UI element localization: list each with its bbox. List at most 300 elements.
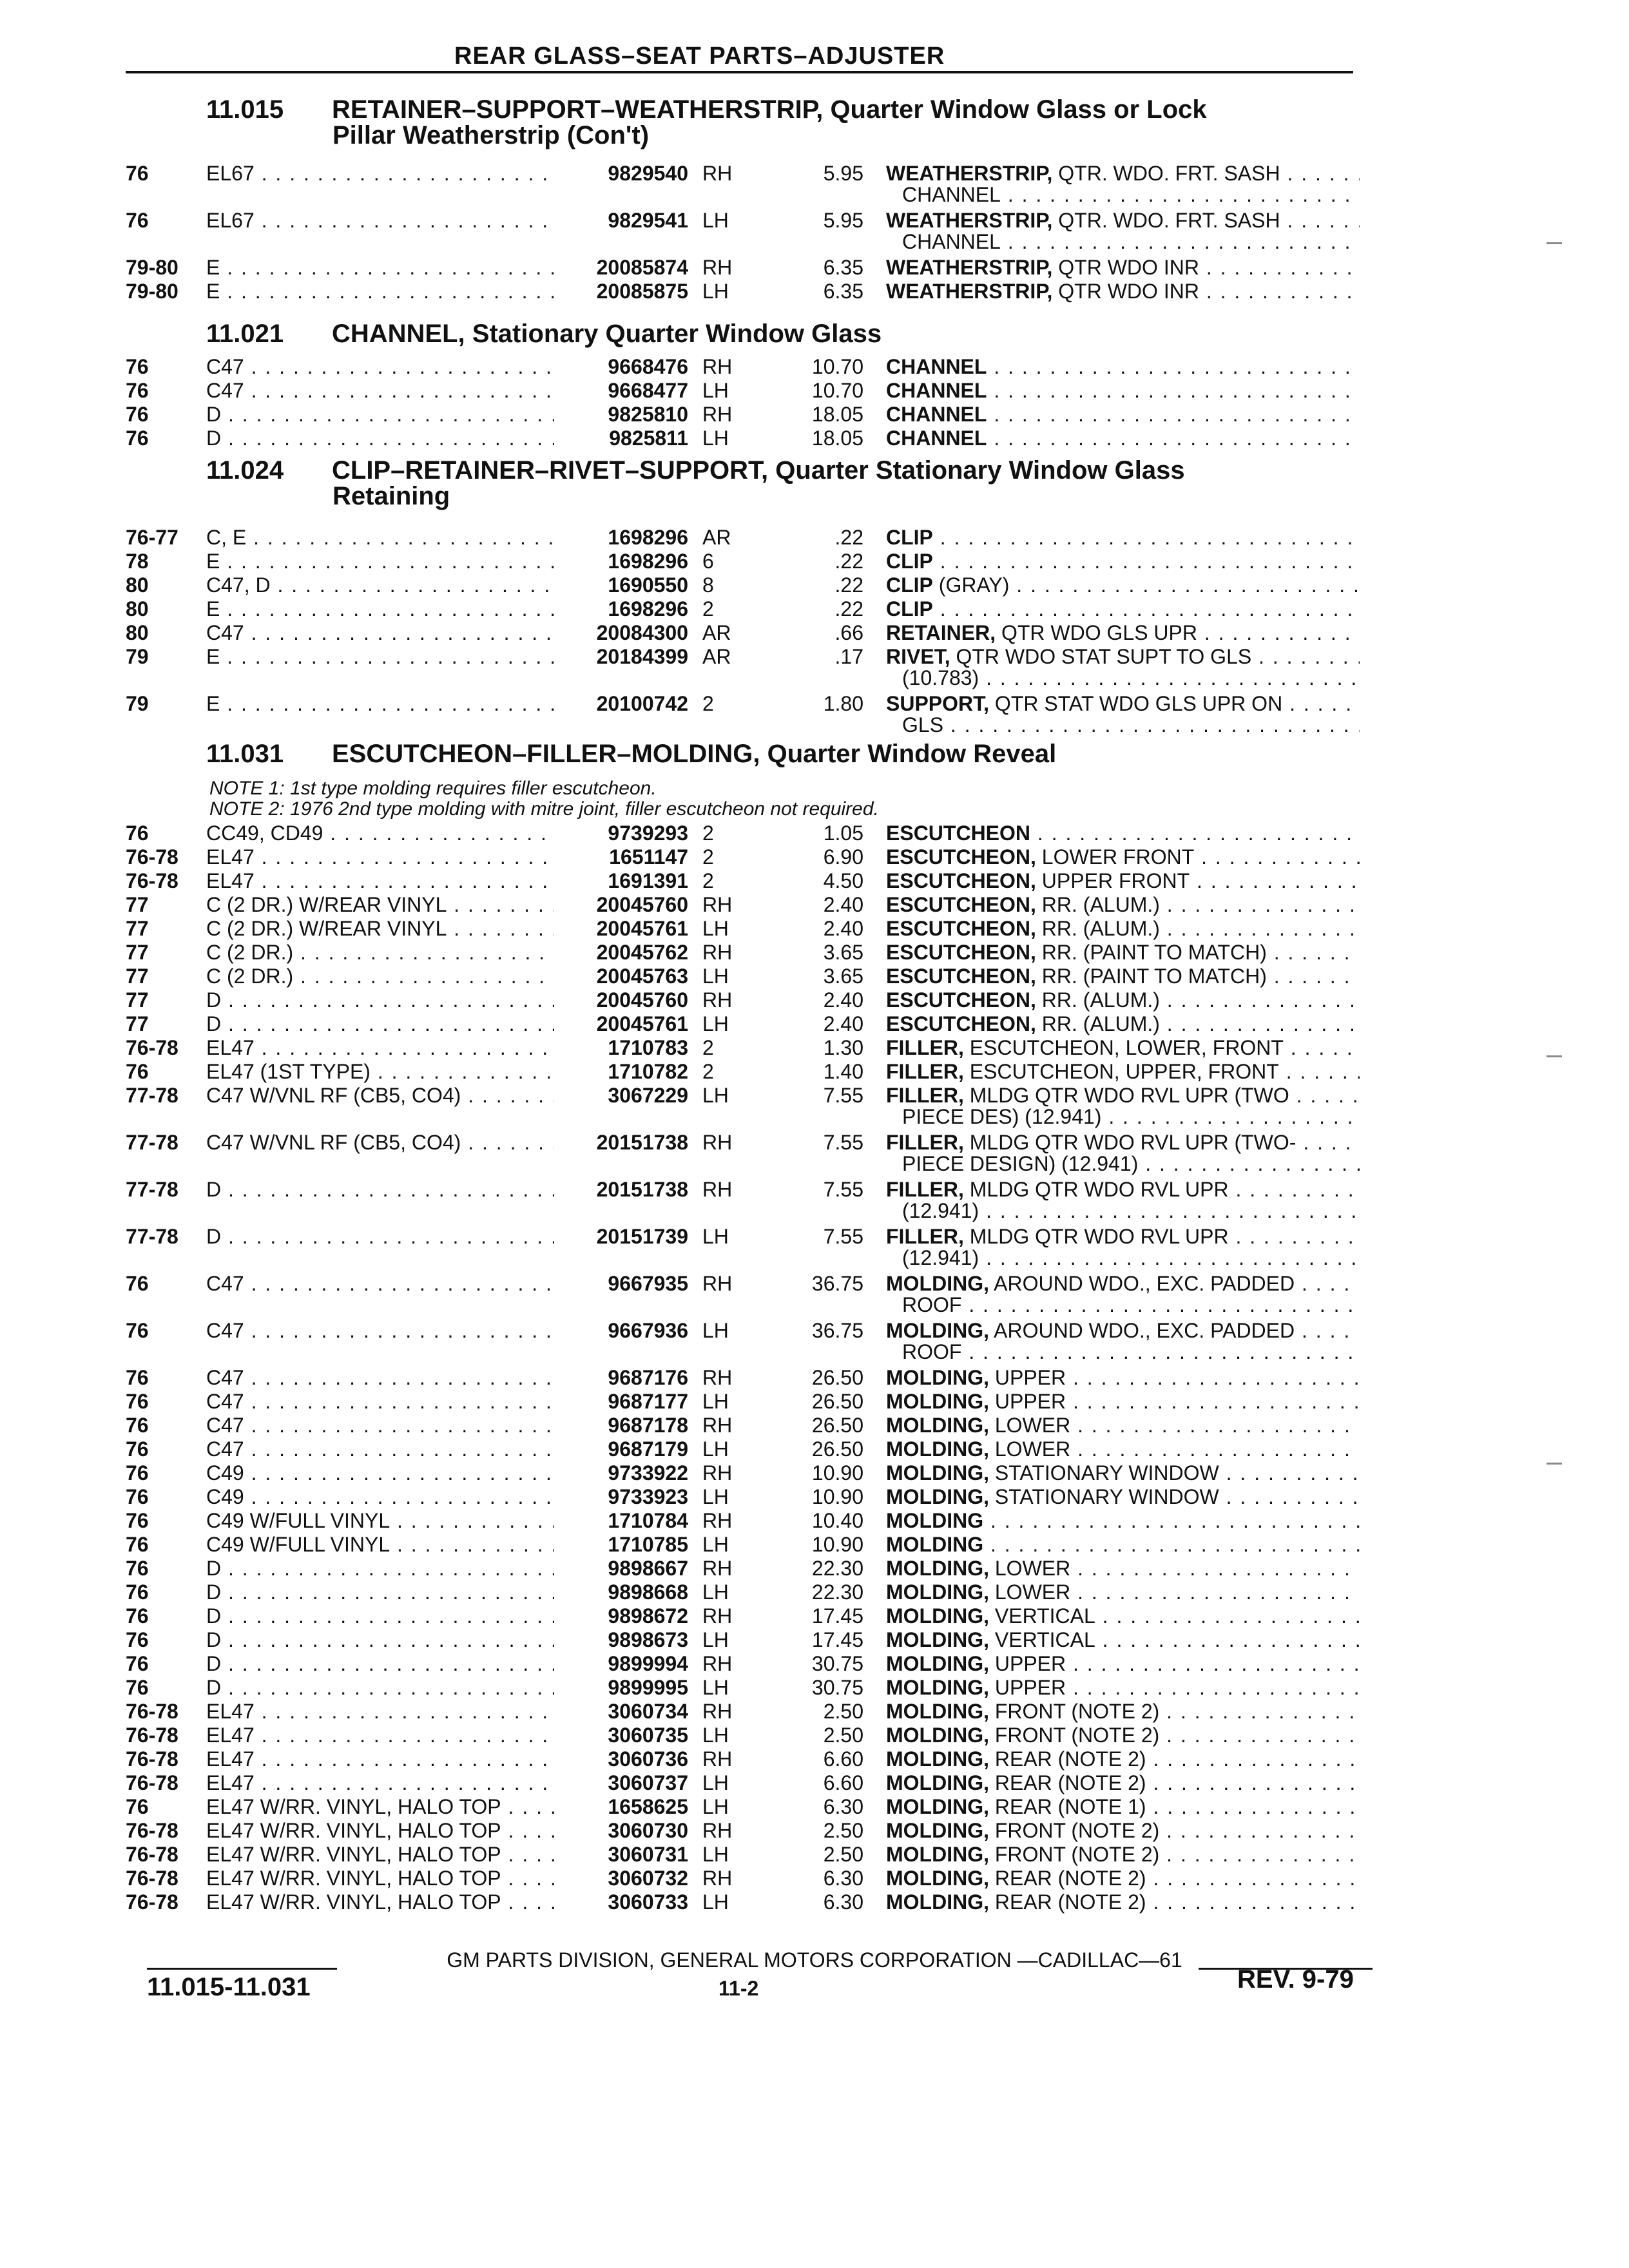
part-row <box>0 1890 1629 1914</box>
part-number: 9668477 <box>608 379 688 402</box>
model-year: 77 <box>126 917 149 940</box>
footer-publisher: GM PARTS DIVISION, GENERAL MOTORS CORPORATION —CADILLAC—61 <box>447 1948 1182 1972</box>
model-year: 76-78 <box>126 1747 178 1771</box>
model-code: C (2 DR.) . . . <box>206 940 554 965</box>
description-detail: STATIONARY WINDOW <box>988 1461 1219 1485</box>
model-code: EL47 W/RR. VINYL, HALO TOP . . . <box>206 1866 554 1890</box>
part-description <box>886 1866 1360 1890</box>
part-number: 20045762 <box>596 941 688 964</box>
part-description <box>886 378 1360 403</box>
price: 2.50 <box>823 1700 863 1723</box>
model-year: 76-78 <box>126 1867 178 1890</box>
model-year: 80 <box>126 597 149 620</box>
side-qty: 2 <box>702 845 714 869</box>
model-year: 78 <box>126 550 149 573</box>
description-keyword: MOLDING, <box>886 1461 989 1485</box>
part-description <box>886 821 1360 845</box>
description-keyword: CLIP <box>886 550 933 573</box>
description-detail: AROUND WDO., EXC. PADDED <box>988 1272 1295 1295</box>
part-row <box>0 1604 1629 1628</box>
part-number: 20084300 <box>596 621 688 644</box>
part-number: 1698296 <box>608 526 688 549</box>
part-description <box>886 1675 1360 1700</box>
description-detail: REAR (NOTE 1) <box>988 1795 1146 1818</box>
side-qty: RH <box>702 1461 733 1485</box>
part-row <box>0 597 1629 621</box>
model-year: 76 <box>126 822 149 845</box>
part-description <box>886 573 1360 597</box>
side-qty: LH <box>702 1012 729 1035</box>
price: 6.60 <box>823 1771 863 1794</box>
description-keyword: RETAINER, <box>886 621 996 644</box>
price: 7.55 <box>823 1178 863 1201</box>
model-code: EL47 . . . <box>206 845 554 869</box>
side-qty: LH <box>702 280 729 303</box>
price: .22 <box>834 573 863 597</box>
model-code: C49 W/FULL VINYL . . . <box>206 1508 554 1533</box>
price: 6.60 <box>823 1747 863 1771</box>
description-detail: RR. (ALUM.) <box>1036 893 1160 916</box>
part-row <box>0 1365 1629 1390</box>
price: 1.40 <box>823 1060 863 1083</box>
side-qty: AR <box>702 526 731 549</box>
model-code: D . . . <box>206 1604 554 1628</box>
part-description <box>886 1771 1360 1795</box>
part-description <box>886 402 1360 427</box>
model-year: 79 <box>126 692 149 715</box>
side-qty: RH <box>702 256 733 279</box>
description-keyword: CHANNEL <box>886 427 987 450</box>
footer-section-range: 11.015-11.031 <box>147 1973 311 2001</box>
description-keyword: ESCUTCHEON, <box>886 893 1036 916</box>
part-description <box>886 255 1360 280</box>
price: 10.70 <box>811 379 863 402</box>
model-year: 76 <box>126 427 149 450</box>
description-detail: QTR WDO GLS UPR <box>996 621 1197 644</box>
section-heading <box>206 457 1185 483</box>
part-row <box>0 869 1629 893</box>
side-qty: LH <box>702 1437 729 1461</box>
side-qty: RH <box>702 1178 733 1201</box>
description-detail: QTR. WDO. FRT. SASH <box>1052 209 1280 232</box>
part-number: 20045760 <box>596 893 688 916</box>
part-description <box>886 426 1360 450</box>
part-row <box>0 845 1629 869</box>
price: 2.50 <box>823 1819 863 1842</box>
part-row <box>0 525 1629 550</box>
description-detail: QTR WDO INR <box>1052 280 1199 303</box>
part-description-continued: ROOF . . . <box>902 1293 1360 1317</box>
part-number: 9825810 <box>608 403 688 426</box>
description-detail: UPPER <box>988 1652 1066 1675</box>
part-row-continued <box>0 1340 1629 1364</box>
description-keyword: ESCUTCHEON, <box>886 845 1036 869</box>
part-row <box>0 620 1629 645</box>
part-number: 1690550 <box>608 573 688 597</box>
side-qty: AR <box>702 645 731 668</box>
part-row-continued <box>0 229 1629 254</box>
side-qty: RH <box>702 988 733 1012</box>
model-code: E . . . <box>206 597 554 621</box>
description-keyword: FILLER, <box>886 1178 964 1201</box>
description-detail: REAR (NOTE 2) <box>988 1890 1146 1914</box>
model-code: C (2 DR.) . . . <box>206 964 554 988</box>
model-code: C, E . . . <box>206 525 554 550</box>
part-number: 9739293 <box>608 822 688 845</box>
part-row <box>0 1389 1629 1414</box>
side-qty: 2 <box>702 692 714 715</box>
price: 6.30 <box>823 1795 863 1818</box>
price: 2.40 <box>823 917 863 940</box>
description-detail: (GRAY) <box>932 573 1010 597</box>
side-qty: LH <box>702 1676 729 1699</box>
side-qty: LH <box>702 1581 729 1604</box>
part-description <box>886 1532 1360 1557</box>
description-detail: LOWER <box>988 1581 1071 1604</box>
model-code: D . . . <box>206 1556 554 1581</box>
model-code: C47 . . . <box>206 354 554 379</box>
description-keyword: MOLDING, <box>886 1700 989 1723</box>
price: 30.75 <box>811 1652 863 1675</box>
part-description-continued: CHANNEL . . . <box>902 182 1360 207</box>
part-description <box>886 1059 1360 1084</box>
part-number: 1651147 <box>609 845 688 869</box>
description-detail: QTR STAT WDO GLS UPR ON <box>989 692 1283 715</box>
margin-mark <box>1547 242 1562 244</box>
model-year: 77 <box>126 941 149 964</box>
part-number: 9898668 <box>608 1581 688 1604</box>
description-keyword: MOLDING, <box>886 1581 989 1604</box>
part-row <box>0 821 1629 845</box>
description-keyword: ESCUTCHEON, <box>886 965 1036 988</box>
part-row <box>0 279 1629 303</box>
part-row <box>0 1794 1629 1819</box>
description-detail: UPPER FRONT <box>1036 869 1190 892</box>
part-number: 9668476 <box>608 355 688 378</box>
price: 10.90 <box>811 1461 863 1485</box>
description-keyword: MOLDING, <box>886 1390 989 1413</box>
model-year: 79-80 <box>126 280 178 303</box>
model-year: 79 <box>126 645 149 668</box>
margin-mark <box>1547 1055 1562 1057</box>
model-code: C47 . . . <box>206 1389 554 1414</box>
section-heading <box>206 97 1207 122</box>
model-year: 76 <box>126 1461 149 1485</box>
section-number: 11.031 <box>206 740 284 768</box>
model-code: EL47 W/RR. VINYL, HALO TOP . . . <box>206 1794 554 1819</box>
part-number: 3060736 <box>608 1747 688 1771</box>
part-number: 3060734 <box>608 1700 688 1723</box>
description-keyword: FILLER, <box>886 1225 964 1248</box>
description-keyword: ESCUTCHEON, <box>886 869 1036 892</box>
price: 17.45 <box>811 1604 863 1628</box>
part-description <box>886 1389 1360 1414</box>
model-code: D . . . <box>206 988 554 1012</box>
part-number: 20085874 <box>596 256 688 279</box>
price: 26.50 <box>811 1437 863 1461</box>
model-code: C47, D . . . <box>206 573 554 597</box>
model-code: C49 . . . <box>206 1485 554 1509</box>
side-qty: LH <box>702 1890 729 1914</box>
description-keyword: MOLDING, <box>886 1366 989 1389</box>
model-code: EL47 . . . <box>206 1771 554 1795</box>
footer-page-number: 11-2 <box>718 1977 759 2000</box>
part-row-continued <box>0 1198 1629 1223</box>
price: .22 <box>834 597 863 620</box>
part-number: 9687177 <box>608 1390 688 1413</box>
part-description <box>886 1890 1360 1914</box>
model-year: 76 <box>126 1676 149 1699</box>
side-qty: LH <box>702 1319 729 1342</box>
model-code: C47 W/VNL RF (CB5, CO4) . . . <box>206 1130 554 1155</box>
part-description <box>886 964 1360 988</box>
part-description <box>886 892 1360 917</box>
model-year: 76 <box>126 1390 149 1413</box>
part-row <box>0 549 1629 573</box>
section-number: 11.015 <box>206 95 284 124</box>
model-code: D . . . <box>206 1224 554 1249</box>
side-qty: AR <box>702 621 731 644</box>
model-code: EL47 (1ST TYPE) . . . <box>206 1059 554 1084</box>
part-number: 1698296 <box>608 597 688 620</box>
part-number: 1691391 <box>608 869 688 892</box>
part-row <box>0 1747 1629 1771</box>
part-row <box>0 916 1629 941</box>
model-code: C47 . . . <box>206 1413 554 1437</box>
price: 2.40 <box>823 988 863 1012</box>
side-qty: LH <box>702 1485 729 1508</box>
description-keyword: ESCUTCHEON, <box>886 917 1036 940</box>
price: 2.40 <box>823 893 863 916</box>
description-keyword: ESCUTCHEON, <box>886 988 1036 1012</box>
part-number: 20045761 <box>596 1012 688 1035</box>
part-number: 1698296 <box>608 550 688 573</box>
side-qty: 2 <box>702 1036 714 1059</box>
description-detail: MLDG QTR WDO RVL UPR (TWO <box>963 1084 1289 1107</box>
part-row-continued <box>0 713 1629 737</box>
part-number: 9898672 <box>608 1604 688 1628</box>
model-code: C47 . . . <box>206 1318 554 1343</box>
model-year: 76 <box>126 1533 149 1556</box>
description-detail: LOWER <box>988 1437 1071 1461</box>
part-description-continued: (12.941) . . . <box>902 1198 1360 1223</box>
description-detail: FRONT (NOTE 2) <box>988 1700 1160 1723</box>
description-keyword: MOLDING, <box>886 1414 989 1437</box>
model-year: 76 <box>126 1437 149 1461</box>
description-keyword: SUPPORT, <box>886 692 990 715</box>
price: 10.70 <box>811 355 863 378</box>
part-row <box>0 940 1629 965</box>
price: 1.30 <box>823 1036 863 1059</box>
part-description <box>886 620 1360 645</box>
model-code: EL47 . . . <box>206 1723 554 1747</box>
price: 5.95 <box>823 162 863 185</box>
part-number: 9687178 <box>608 1414 688 1437</box>
description-keyword: MOLDING, <box>886 1485 989 1508</box>
part-description <box>886 1035 1360 1060</box>
model-year: 76 <box>126 1414 149 1437</box>
model-code: D . . . <box>206 1012 554 1036</box>
section-note: NOTE 1: 1st type molding requires filler escutcheon. <box>209 778 657 799</box>
side-qty: RH <box>702 1509 733 1532</box>
part-row-continued <box>0 182 1629 207</box>
description-detail: VERTICAL <box>988 1604 1095 1628</box>
price: 6.30 <box>823 1890 863 1914</box>
part-description <box>886 1604 1360 1628</box>
model-year: 76 <box>126 162 149 185</box>
model-code: D . . . <box>206 1675 554 1700</box>
model-year: 80 <box>126 573 149 597</box>
price: 2.50 <box>823 1843 863 1866</box>
description-keyword: ESCUTCHEON <box>886 822 1031 845</box>
model-year: 76-78 <box>126 1890 178 1914</box>
description-detail: REAR (NOTE 2) <box>988 1867 1146 1890</box>
description-keyword: MOLDING, <box>886 1867 989 1890</box>
part-row <box>0 1866 1629 1890</box>
price: 1.80 <box>823 692 863 715</box>
model-year: 76 <box>126 379 149 402</box>
part-row <box>0 378 1629 403</box>
part-description <box>886 988 1360 1012</box>
section-note: NOTE 2: 1976 2nd type molding with mitre joint, filler escutcheon not required. <box>209 798 879 820</box>
description-detail: FRONT (NOTE 2) <box>988 1819 1160 1842</box>
side-qty: RH <box>702 893 733 916</box>
part-number: 20184399 <box>596 645 688 668</box>
model-year: 76 <box>126 1795 149 1818</box>
description-keyword: MOLDING, <box>886 1843 989 1866</box>
part-number: 20045760 <box>596 988 688 1012</box>
part-row <box>0 1818 1629 1843</box>
model-year: 77-78 <box>126 1131 178 1154</box>
part-description <box>886 869 1360 893</box>
part-row-continued <box>0 1293 1629 1317</box>
section-title-continued: Retaining <box>333 482 450 510</box>
part-number: 9899994 <box>608 1652 688 1675</box>
model-year: 76-78 <box>126 869 178 892</box>
part-row <box>0 1059 1629 1084</box>
price: 26.50 <box>811 1390 863 1413</box>
model-year: 76 <box>126 1319 149 1342</box>
model-code: D . . . <box>206 1177 554 1202</box>
part-description <box>886 845 1360 869</box>
side-qty: RH <box>702 1557 733 1580</box>
model-year: 77 <box>126 1012 149 1035</box>
model-year: 77-78 <box>126 1084 178 1107</box>
part-number: 9829540 <box>608 162 688 185</box>
part-description-continued: (12.941) . . . <box>902 1245 1360 1270</box>
side-qty: LH <box>702 1533 729 1556</box>
model-year: 76 <box>126 1652 149 1675</box>
model-code: E . . . <box>206 255 554 280</box>
part-number: 9733923 <box>608 1485 688 1508</box>
side-qty: LH <box>702 1795 729 1818</box>
side-qty: RH <box>702 162 733 185</box>
part-description <box>886 1628 1360 1652</box>
part-number: 1658625 <box>608 1795 688 1818</box>
description-detail: REAR (NOTE 2) <box>988 1747 1146 1771</box>
section-heading <box>206 321 882 347</box>
price: 26.50 <box>811 1366 863 1389</box>
part-row <box>0 892 1629 917</box>
side-qty: 2 <box>702 597 714 620</box>
side-qty: RH <box>702 403 733 426</box>
part-row <box>0 354 1629 379</box>
section-title-continued: Pillar Weatherstrip (Con't) <box>333 121 650 149</box>
side-qty: LH <box>702 427 729 450</box>
part-description <box>886 1437 1360 1461</box>
part-row-continued <box>0 666 1629 690</box>
description-detail: RR. (ALUM.) <box>1036 988 1160 1012</box>
description-detail: UPPER <box>988 1366 1066 1389</box>
side-qty: RH <box>702 355 733 378</box>
price: 7.55 <box>823 1084 863 1107</box>
description-detail: VERTICAL <box>988 1628 1095 1651</box>
model-code: E . . . <box>206 644 554 669</box>
part-number: 9825811 <box>609 427 688 450</box>
section-heading <box>206 741 1056 767</box>
description-keyword: MOLDING <box>886 1533 984 1556</box>
description-detail: RR. (ALUM.) <box>1036 917 1160 940</box>
price: 6.90 <box>823 845 863 869</box>
part-number: 9667936 <box>608 1319 688 1342</box>
side-qty: LH <box>702 1084 729 1107</box>
price: 26.50 <box>811 1414 863 1437</box>
price: 36.75 <box>811 1319 863 1342</box>
price: 6.30 <box>823 1867 863 1890</box>
price: 2.50 <box>823 1724 863 1747</box>
model-code: C (2 DR.) W/REAR VINYL . . . <box>206 916 554 941</box>
description-keyword: FILLER, <box>886 1060 964 1083</box>
section-number: 11.024 <box>206 456 284 485</box>
description-keyword: MOLDING <box>886 1509 984 1532</box>
side-qty: RH <box>702 1131 733 1154</box>
description-detail: FRONT (NOTE 2) <box>988 1724 1160 1747</box>
model-year: 77 <box>126 893 149 916</box>
side-qty: LH <box>702 1628 729 1651</box>
model-year: 76 <box>126 1509 149 1532</box>
part-description <box>886 354 1360 379</box>
part-row <box>0 1532 1629 1557</box>
part-row <box>0 1035 1629 1060</box>
part-number: 20085875 <box>596 280 688 303</box>
part-description <box>886 1723 1360 1747</box>
price: 2.40 <box>823 1012 863 1035</box>
model-year: 77-78 <box>126 1178 178 1201</box>
model-code: CC49, CD49 . . . <box>206 821 554 845</box>
price: 1.05 <box>823 822 863 845</box>
model-year: 76 <box>126 403 149 426</box>
model-year: 76 <box>126 1272 149 1295</box>
model-year: 76-78 <box>126 1771 178 1794</box>
side-qty: RH <box>702 1366 733 1389</box>
part-number: 1710783 <box>608 1036 688 1059</box>
part-number: 3060730 <box>608 1819 688 1842</box>
part-number: 3060731 <box>608 1843 688 1866</box>
description-detail: QTR. WDO. FRT. SASH <box>1052 162 1280 185</box>
part-description <box>886 1508 1360 1533</box>
part-number: 9898667 <box>608 1557 688 1580</box>
part-row <box>0 964 1629 988</box>
description-keyword: WEATHERSTRIP, <box>886 209 1053 232</box>
part-description <box>886 525 1360 550</box>
side-qty: RH <box>702 1747 733 1771</box>
part-description <box>886 1485 1360 1509</box>
price: 17.45 <box>811 1628 863 1651</box>
model-year: 76-78 <box>126 1819 178 1842</box>
part-row <box>0 1012 1629 1036</box>
description-keyword: WEATHERSTRIP, <box>886 162 1053 185</box>
part-row <box>0 426 1629 450</box>
